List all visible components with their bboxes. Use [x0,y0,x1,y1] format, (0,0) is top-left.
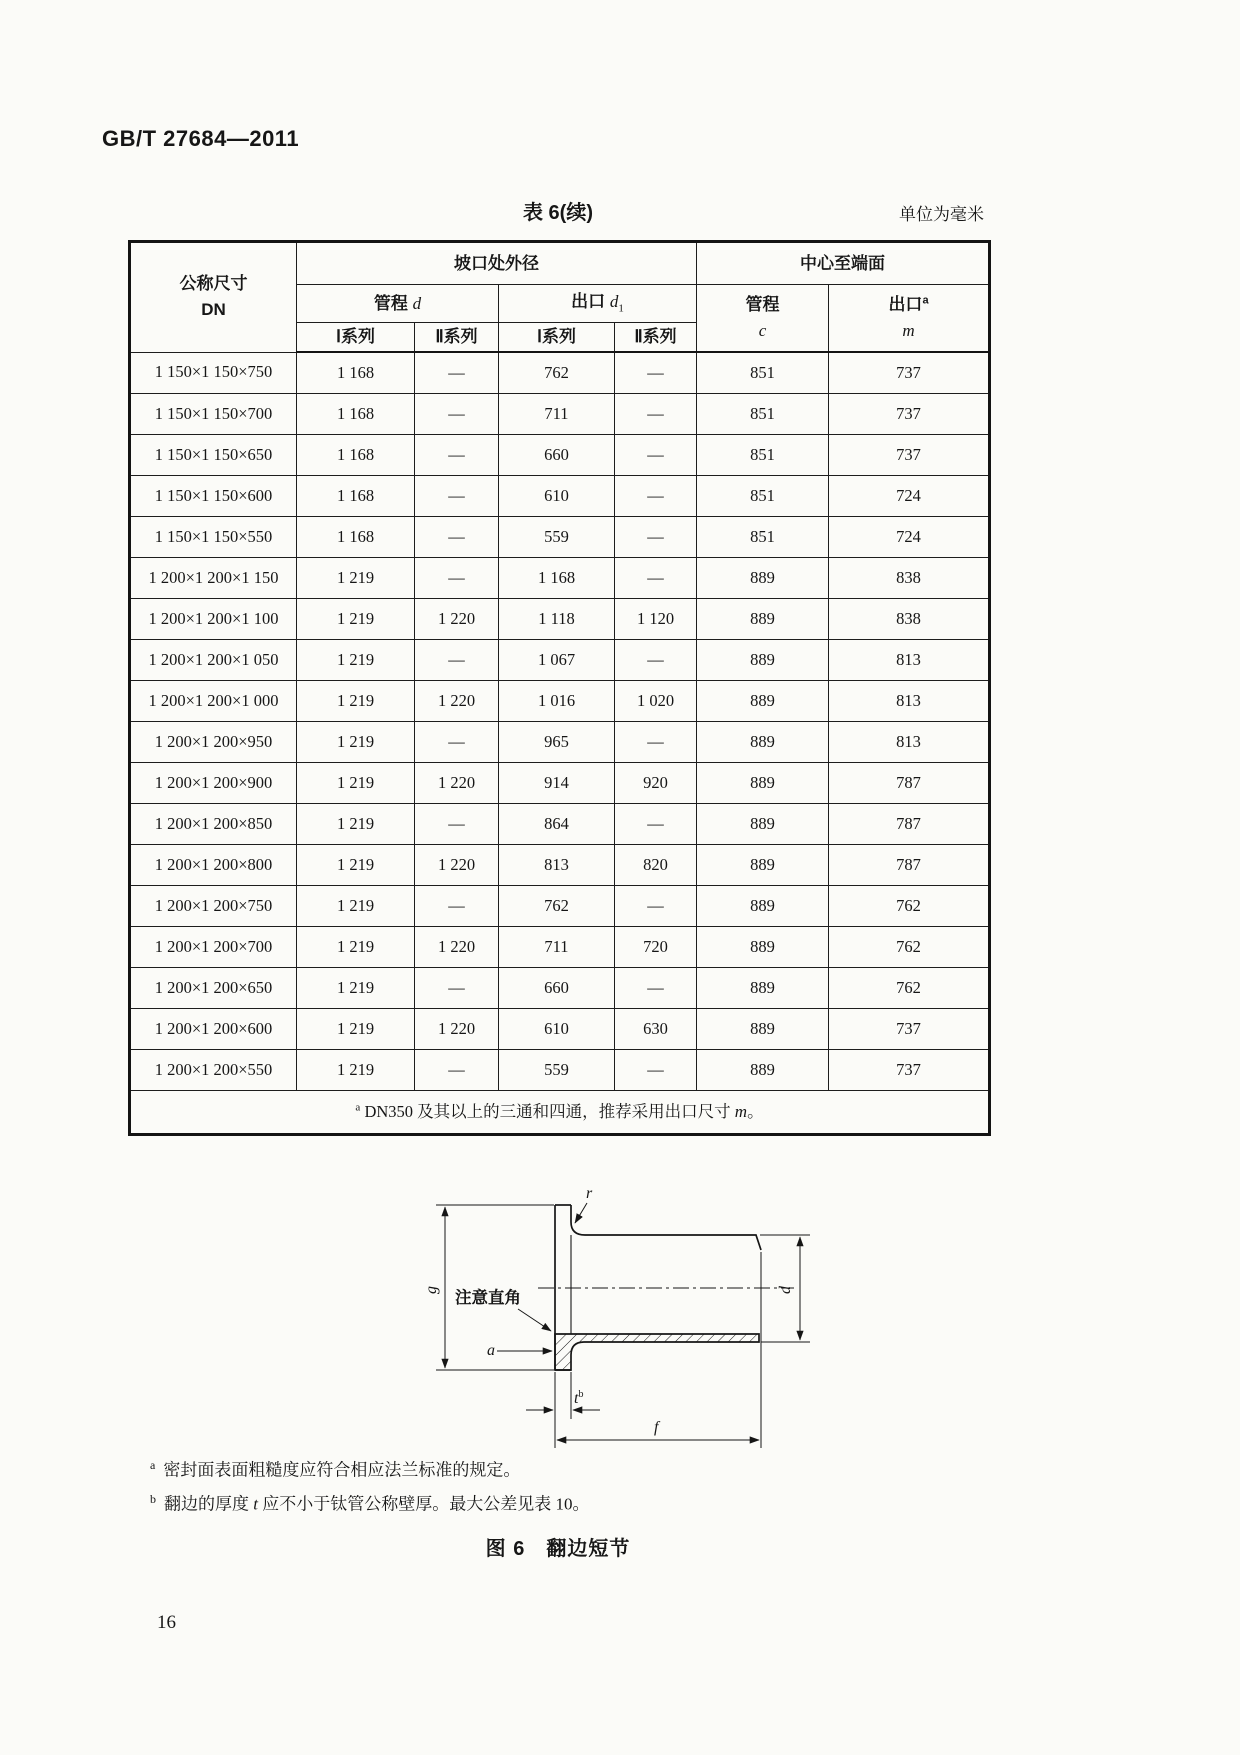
value-cell: 889 [697,845,829,886]
table-caption: 表 6(续) [523,202,593,224]
dn-cell: 1 200×1 200×800 [130,845,297,886]
value-cell: — [615,1050,697,1091]
value-cell: 1 219 [297,845,415,886]
value-cell: 660 [499,968,615,1009]
table-body [130,352,990,1091]
value-cell: 1 168 [297,435,415,476]
footnote-b-var: t [253,1494,258,1514]
header-run-c [697,285,829,353]
dn-cell: 1 200×1 200×650 [130,968,297,1009]
value-cell: 737 [829,1050,990,1091]
header-outlet-m-sup: a [922,294,929,306]
value-cell: 914 [499,763,615,804]
value-cell: 1 219 [297,681,415,722]
table-row [130,845,990,886]
dim-g [436,1205,554,1370]
dn-cell: 1 200×1 200×550 [130,1050,297,1091]
value-cell: 787 [829,845,990,886]
table-row [130,886,990,927]
header-series-3: Ⅰ系列 [499,323,615,353]
table-row [130,1050,990,1091]
value-cell: 1 219 [297,722,415,763]
value-cell: 724 [829,517,990,558]
dn-cell: 1 150×1 150×650 [130,435,297,476]
table-row [130,394,990,435]
value-cell: 711 [499,927,615,968]
value-cell: — [615,476,697,517]
header-outlet-var-sub: 1 [618,302,624,315]
table-row [130,435,990,476]
value-cell: 559 [499,517,615,558]
value-cell: 889 [697,558,829,599]
dn-cell: 1 200×1 200×950 [130,722,297,763]
value-cell: — [415,476,499,517]
table-footnote-end: 。 [747,1102,764,1122]
table-row [130,1009,990,1050]
value-cell: 889 [697,804,829,845]
value-cell: 965 [499,722,615,763]
value-cell: 762 [829,927,990,968]
header-outlet-d1 [499,285,697,323]
value-cell: 889 [697,681,829,722]
footnote-a-text: 密封面表面粗糙度应符合相应法兰标准的规定。 [163,1460,521,1480]
header-series-4: Ⅱ系列 [615,323,697,353]
header-run-c-var: c [758,321,767,340]
value-cell: 889 [697,968,829,1009]
dn-cell: 1 200×1 200×850 [130,804,297,845]
dn-cell: 1 150×1 150×550 [130,517,297,558]
value-cell: 737 [829,435,990,476]
value-cell: — [615,968,697,1009]
header-dn [130,242,297,353]
label-g: g [423,1286,440,1294]
value-cell: 889 [697,1050,829,1091]
value-cell: 660 [499,435,615,476]
value-cell: 1 220 [415,845,499,886]
value-cell: 1 016 [499,681,615,722]
header-series-1: Ⅰ系列 [297,323,415,353]
value-cell: 1 168 [297,394,415,435]
value-cell: 838 [829,599,990,640]
value-cell: 1 220 [415,1009,499,1050]
table-row [130,804,990,845]
dn-cell: 1 200×1 200×600 [130,1009,297,1050]
value-cell: 813 [829,722,990,763]
table-footnote [130,1091,990,1135]
footnote-b [150,1492,910,1516]
table-caption-row [128,196,988,224]
header-dn-line2: DN [201,300,226,320]
value-cell: 1 219 [297,968,415,1009]
dn-cell: 1 200×1 200×1 050 [130,640,297,681]
value-cell: — [615,722,697,763]
value-cell: — [615,435,697,476]
value-cell: 851 [697,435,829,476]
value-cell: — [615,352,697,394]
value-cell: 1 219 [297,886,415,927]
footnote-a [150,1458,910,1482]
value-cell: 762 [829,968,990,1009]
value-cell: 762 [499,886,615,927]
value-cell: — [415,517,499,558]
value-cell: 1 219 [297,1009,415,1050]
value-cell: — [415,722,499,763]
value-cell: 889 [697,1009,829,1050]
value-cell: 737 [829,352,990,394]
header-series-2: Ⅱ系列 [415,323,499,353]
value-cell: 737 [829,1009,990,1050]
value-cell: 720 [615,927,697,968]
value-cell: — [615,394,697,435]
value-cell: 889 [697,886,829,927]
value-cell: — [415,1050,499,1091]
table-row [130,599,990,640]
value-cell: — [615,804,697,845]
label-right-angle-note: 注意直角 [455,1289,521,1307]
value-cell: 1 219 [297,599,415,640]
header-outlet-m [829,285,990,353]
table-footnote-sup: a [355,1101,361,1114]
value-cell: 889 [697,722,829,763]
value-cell: — [415,804,499,845]
dn-cell: 1 200×1 200×1 000 [130,681,297,722]
dimension-table [128,240,991,1136]
dn-cell: 1 150×1 150×600 [130,476,297,517]
value-cell: 889 [697,640,829,681]
value-cell: — [615,886,697,927]
value-cell: — [415,886,499,927]
value-cell: 1 118 [499,599,615,640]
value-cell: 889 [697,927,829,968]
footnote-b-pre: 翻边的厚度 [164,1494,254,1514]
dn-cell: 1 200×1 200×750 [130,886,297,927]
document-code: GB/T 27684—2011 [102,126,300,151]
value-cell: 1 219 [297,558,415,599]
value-cell: 787 [829,804,990,845]
table-footnote-text: DN350 及其以上的三通和四通，推荐采用出口尺寸 [364,1102,735,1122]
value-cell: 1 219 [297,804,415,845]
table-row [130,517,990,558]
table-row [130,476,990,517]
value-cell: 889 [697,599,829,640]
table-row [130,681,990,722]
label-d: d [777,1286,794,1294]
value-cell: 787 [829,763,990,804]
value-cell: 1 168 [297,517,415,558]
value-cell: 1 220 [415,599,499,640]
value-cell: 889 [697,763,829,804]
header-group-outside-diameter: 坡口处外径 [297,242,697,285]
header-outlet-var: d [609,291,619,311]
value-cell: 1 067 [499,640,615,681]
value-cell: 1 120 [615,599,697,640]
value-cell: 1 168 [499,558,615,599]
page-number: 16 [157,1612,176,1633]
value-cell: — [415,394,499,435]
dn-cell: 1 200×1 200×1 100 [130,599,297,640]
value-cell: 838 [829,558,990,599]
table-footnote-var: m [734,1102,748,1122]
value-cell: 1 219 [297,640,415,681]
header-run-d [297,285,499,323]
value-cell: 1 219 [297,927,415,968]
table-row [130,640,990,681]
table-row [130,927,990,968]
value-cell: 813 [829,640,990,681]
table-row [130,722,990,763]
value-cell: 1 168 [297,352,415,394]
units-label: 单位为毫米 [899,205,984,224]
footnote-a-sup: a [150,1458,156,1472]
header-run-c-label: 管程 [745,294,780,314]
value-cell: 1 220 [415,763,499,804]
value-cell: 920 [615,763,697,804]
header-run-label: 管程 [373,293,408,313]
label-r: r [586,1185,593,1202]
table-row [130,558,990,599]
leader-right-angle [518,1309,551,1331]
figure-caption: 图 6 翻边短节 [485,1538,631,1560]
stub-end-diagram [368,1182,818,1477]
table-row [130,968,990,1009]
value-cell: 1 168 [297,476,415,517]
value-cell: 851 [697,476,829,517]
header-group-center-to-end: 中心至端面 [697,242,990,285]
value-cell: 851 [697,517,829,558]
dn-cell: 1 200×1 200×900 [130,763,297,804]
value-cell: 864 [499,804,615,845]
header-outlet-m-label: 出口 [888,294,923,314]
value-cell: — [615,517,697,558]
leader-r [575,1203,587,1223]
value-cell: — [615,640,697,681]
value-cell: 1 220 [415,927,499,968]
header-dn-line1: 公称尺寸 [179,273,248,293]
value-cell: 559 [499,1050,615,1091]
value-cell: — [415,968,499,1009]
value-cell: 851 [697,394,829,435]
value-cell: 1 020 [615,681,697,722]
footnote-b-sup: b [150,1492,156,1506]
dn-cell: 1 150×1 150×700 [130,394,297,435]
value-cell: 762 [829,886,990,927]
dn-cell: 1 200×1 200×700 [130,927,297,968]
value-cell: 820 [615,845,697,886]
pipe-section-hatched [555,1334,759,1370]
header-outlet-label: 出口 [571,291,606,311]
value-cell: — [415,435,499,476]
figure-stub-end-drawing [368,1182,818,1477]
value-cell: 813 [829,681,990,722]
value-cell: 813 [499,845,615,886]
header-run-var: d [412,293,422,313]
value-cell: — [415,352,499,394]
value-cell: 610 [499,476,615,517]
value-cell: 1 220 [415,681,499,722]
dn-cell: 1 200×1 200×1 150 [130,558,297,599]
table-row [130,352,990,394]
value-cell: 762 [499,352,615,394]
value-cell: 724 [829,476,990,517]
dn-cell: 1 150×1 150×750 [130,352,297,394]
label-t: $t^b$ [574,1389,584,1407]
label-a: a [487,1342,495,1359]
value-cell: — [415,558,499,599]
table-row [130,763,990,804]
value-cell: 1 219 [297,1050,415,1091]
value-cell: 610 [499,1009,615,1050]
footnote-b-post: 应不小于钛管公称壁厚。最大公差见表 10。 [257,1494,590,1514]
label-f: f [654,1419,659,1436]
value-cell: 851 [697,352,829,394]
value-cell: 737 [829,394,990,435]
value-cell: — [415,640,499,681]
value-cell: 1 219 [297,763,415,804]
value-cell: — [615,558,697,599]
value-cell: 711 [499,394,615,435]
value-cell: 630 [615,1009,697,1050]
header-outlet-m-var: m [902,321,915,340]
